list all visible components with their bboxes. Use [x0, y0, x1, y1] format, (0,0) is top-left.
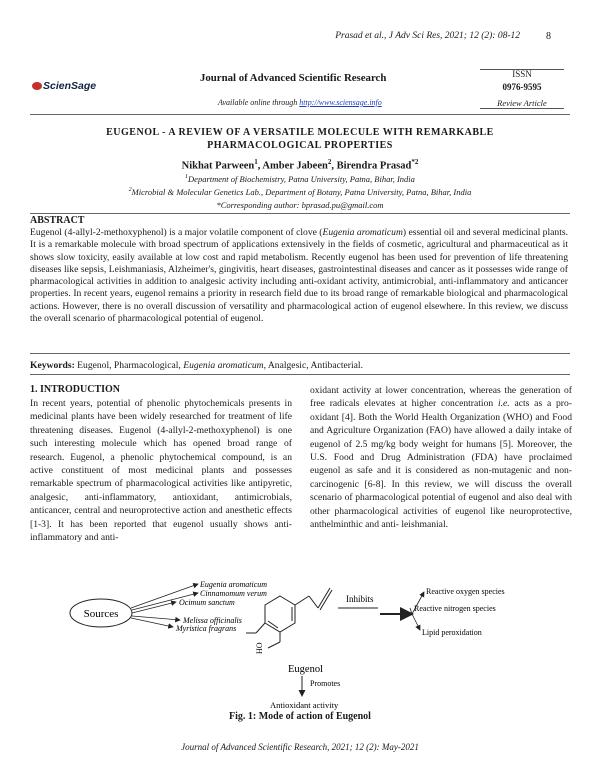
- header-divider: [30, 114, 570, 115]
- species-label-1: Eugenia aromaticum: [200, 580, 268, 589]
- keywords-bottom-rule: [30, 374, 570, 375]
- introduction-heading: 1. INTRODUCTION: [30, 384, 121, 395]
- target-lipid: Lipid peroxidation: [422, 628, 482, 637]
- article-title: EUGENOL - A REVIEW OF A VERSATILE MOLECULE WITH REMARKABLE PHARMACOLOGICAL PROPERTIES: [106, 127, 494, 151]
- sources-label: Sources: [83, 608, 119, 620]
- logo-swoosh-icon: [32, 82, 42, 90]
- species-label-5: Myristica fragrans: [176, 624, 237, 633]
- arrow-lipid: [412, 614, 420, 630]
- species-label-3: Ocimum sanctum: [179, 598, 235, 607]
- page-number: 8: [546, 31, 551, 42]
- author-list: Nikhat Parween$^1$, Amber Jabeen$^2$, Birendra Prasad$^{*2}$: [181, 158, 419, 172]
- journal-name: Journal of Advanced Scientific Research: [200, 72, 387, 84]
- hydroxyl-label: HO: [255, 642, 264, 654]
- mode-of-action-figure: [0, 578, 600, 710]
- keywords-top-rule: [30, 353, 570, 354]
- affiliation-1: $^1$Department of Biochemistry, Patna University, Patna, Bihar, India: [185, 174, 415, 184]
- species-label-2: Cinnamomum verum: [200, 589, 267, 598]
- publisher-logo: ScienSage: [32, 80, 96, 92]
- target-ros: Reactive oxygen species: [426, 587, 505, 596]
- arrow-species-3: [132, 602, 176, 613]
- page-footer: Journal of Advanced Scientific Research, 2021; 12 (2): May-2021: [181, 742, 419, 752]
- abstract-top-rule: [30, 213, 570, 214]
- running-head: Prasad et al., J Adv Sci Res, 2021; 12 (2): 08-12: [335, 31, 520, 41]
- issn-label: ISSN: [512, 69, 532, 79]
- keywords-line: Keywords: Eugenol, Pharmacological, Eugenia aromaticum, Analgesic, Antibacterial.: [30, 360, 363, 371]
- journal-url-link[interactable]: http://www.sciensage.info: [299, 98, 382, 107]
- corresponding-author: *Corresponding author: bprasad.pu@gmail.com: [216, 200, 384, 210]
- abstract-heading: ABSTRACT: [30, 215, 85, 226]
- arrow-species-5: [131, 618, 173, 627]
- figure-caption: Fig. 1: Mode of action of Eugenol: [229, 711, 371, 722]
- promoted-effect: Antioxidant activity: [270, 700, 339, 710]
- abstract-text: Eugenol (4-allyl-2-methoxyphenol) is a major volatile component of clove (Eugenia aromaticum) essential oil and several medicinal plants. It is a remarkable molecule with broad spectrum of applications extensively in the fields of cosmetic, agricultural and pharmaceutical as it shows slow toxicity, easily available at low cost and rapid metabolism. Recently eugenol has been used for prevention of life threatening diseases like sepsis, Leishmaniasis, Alzheimer's, gingivitis, heart diseases, gastrointestinal diseases and cancer as it possesses wide range of pharmacological activities in addition to analgesic activity including anti-oxidant activity, antimicrobial, anti-inflammatory and anticancer properties. In recent years, eugenol remains a priority in research field due to its broad range of remarkable biological and pharmacological actions. However, there is no overall discussion of versatility and pharmacological action of eugenol elsewhere. In this review, we discuss the overall scenario of pharmacological potential of eugenol.: [30, 227, 568, 325]
- species-label-4: Melissa officinalis: [183, 616, 242, 625]
- inhibits-label: Inhibits: [346, 594, 374, 604]
- eugenol-label: Eugenol: [288, 664, 323, 675]
- article-type: Review Article: [497, 98, 547, 108]
- target-rns: Reactive nitrogen species: [414, 604, 496, 613]
- intro-right-column: oxidant activity at lower concentration, whereas the generation of free radicals elevates at higher concentration i.e. acts as a pro-oxidant [4]. Both the World Health Organization (WHO) and Food and Agriculture Organization (FAO) have allowed a daily intake of eugenol of 2.5 mg/kg body weight for humans [5]. Moreover, the U.S. Food and Drug Administration (FDA) have proclaimed eugenol as safe and it is considered as non-mutagenic and non-carcinogenic [6-8]. In this review, we will discuss the overall scenario of pharmacological potential of eugenol and also deal with other pharmacological activities of eugenol like neuroprotective, anthelminthic and anti- leishmanial.: [310, 385, 572, 531]
- issn-value: 0976-9595: [502, 82, 542, 92]
- availability-line: Available online through http://www.sciensage.info: [218, 98, 382, 107]
- affiliation-2: $^2$Microbial & Molecular Genetics Lab., Department of Botany, Patna University, Patna, Bihar, India: [128, 187, 472, 197]
- intro-left-column: In recent years, potential of phenolic phytochemicals presents in medicinal plants have been widely researched for treatment of life threatening diseases. Eugenol (4-allyl-2-methoxyphenol) is one such interesting molecule which has opened broad range of research. Eugenol, a phenolic phytochemical compound, is an active constituent of most medicinal plants and possesses remarkable spectrum of pharmacological activities like antipyretic, analgesic, anti-inflammatory, antioxidant, antimicrobials, anticancer, central and neuroprotective action and anesthetic effects [1-3]. It has been reported that eugenol usually shows anti-inflammatory and anti-: [30, 398, 292, 544]
- promotes-label: Promotes: [310, 679, 341, 688]
